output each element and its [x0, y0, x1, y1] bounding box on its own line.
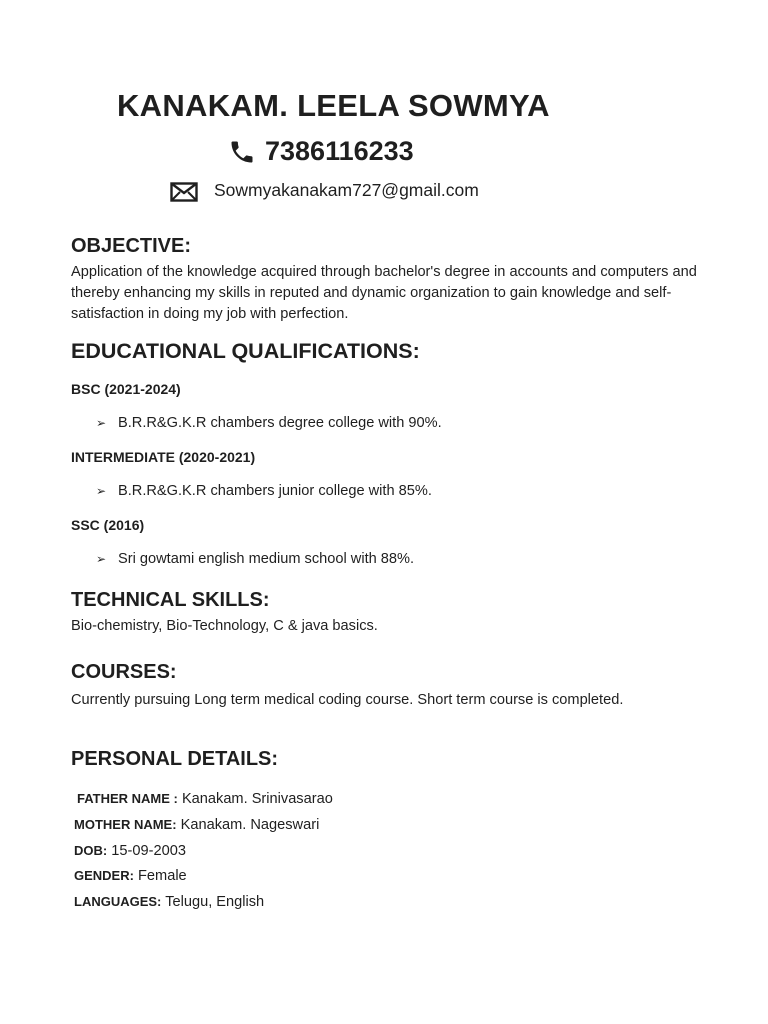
detail-value: Kanakam. Nageswari [180, 817, 320, 833]
languages-row [74, 894, 264, 910]
bullet-arrow-icon: ➢ [96, 484, 107, 498]
education-item [96, 551, 414, 567]
education-label: BSC (2021-2024) [71, 381, 181, 397]
phone-number: 7386116233 [265, 136, 414, 166]
education-detail: B.R.R&G.K.R chambers junior college with 85%. [118, 483, 432, 499]
gender-row [74, 868, 187, 884]
personal-heading: PERSONAL DETAILS: [71, 748, 279, 770]
detail-value: Telugu, English [165, 894, 265, 910]
skills-text: Bio-chemistry, Bio-Technology, C & java basics. [71, 618, 378, 634]
detail-key: DOB: [74, 843, 108, 858]
education-detail: Sri gowtami english medium school with 88%. [118, 551, 415, 567]
objective-heading: OBJECTIVE: [71, 235, 192, 257]
envelope-icon [170, 182, 198, 202]
education-item [96, 483, 432, 499]
phone-row [228, 136, 414, 167]
objective-text: Application of the knowledge acquired through bachelor's degree in accounts and computers and thereby enhancing my skills in reputed and dynamic organization to gain knowledge and self-satisfaction in doing my job with perfection. [71, 264, 697, 322]
bullet-arrow-icon: ➢ [96, 552, 107, 566]
detail-value: Kanakam. Srinivasarao [181, 791, 333, 807]
detail-key: LANGUAGES: [74, 894, 162, 909]
detail-value: Female [138, 868, 187, 884]
mother-name-row [74, 817, 319, 833]
detail-key: MOTHER NAME: [74, 817, 177, 832]
detail-key: FATHER NAME : [77, 791, 178, 806]
father-name-row [77, 791, 333, 807]
detail-key: GENDER: [74, 868, 134, 883]
bullet-arrow-icon: ➢ [96, 416, 107, 430]
education-item [96, 415, 442, 431]
email-row [170, 178, 479, 202]
courses-text: Currently pursuing Long term medical coding course. Short term course is completed. [71, 692, 624, 708]
education-label: INTERMEDIATE (2020-2021) [71, 449, 256, 465]
candidate-name: KANAKAM. LEELA SOWMYA [117, 88, 550, 123]
education-label: SSC (2016) [71, 517, 145, 533]
phone-icon [228, 138, 256, 166]
education-heading: EDUCATIONAL QUALIFICATIONS: [71, 339, 420, 363]
skills-heading: TECHNICAL SKILLS: [71, 589, 270, 611]
dob-row [74, 843, 186, 859]
education-detail: B.R.R&G.K.R chambers degree college with 90%. [118, 415, 442, 431]
courses-heading: COURSES: [71, 661, 177, 683]
email-address: Sowmyakanakam727@gmail.com [214, 179, 479, 200]
detail-value: 15-09-2003 [111, 843, 186, 859]
